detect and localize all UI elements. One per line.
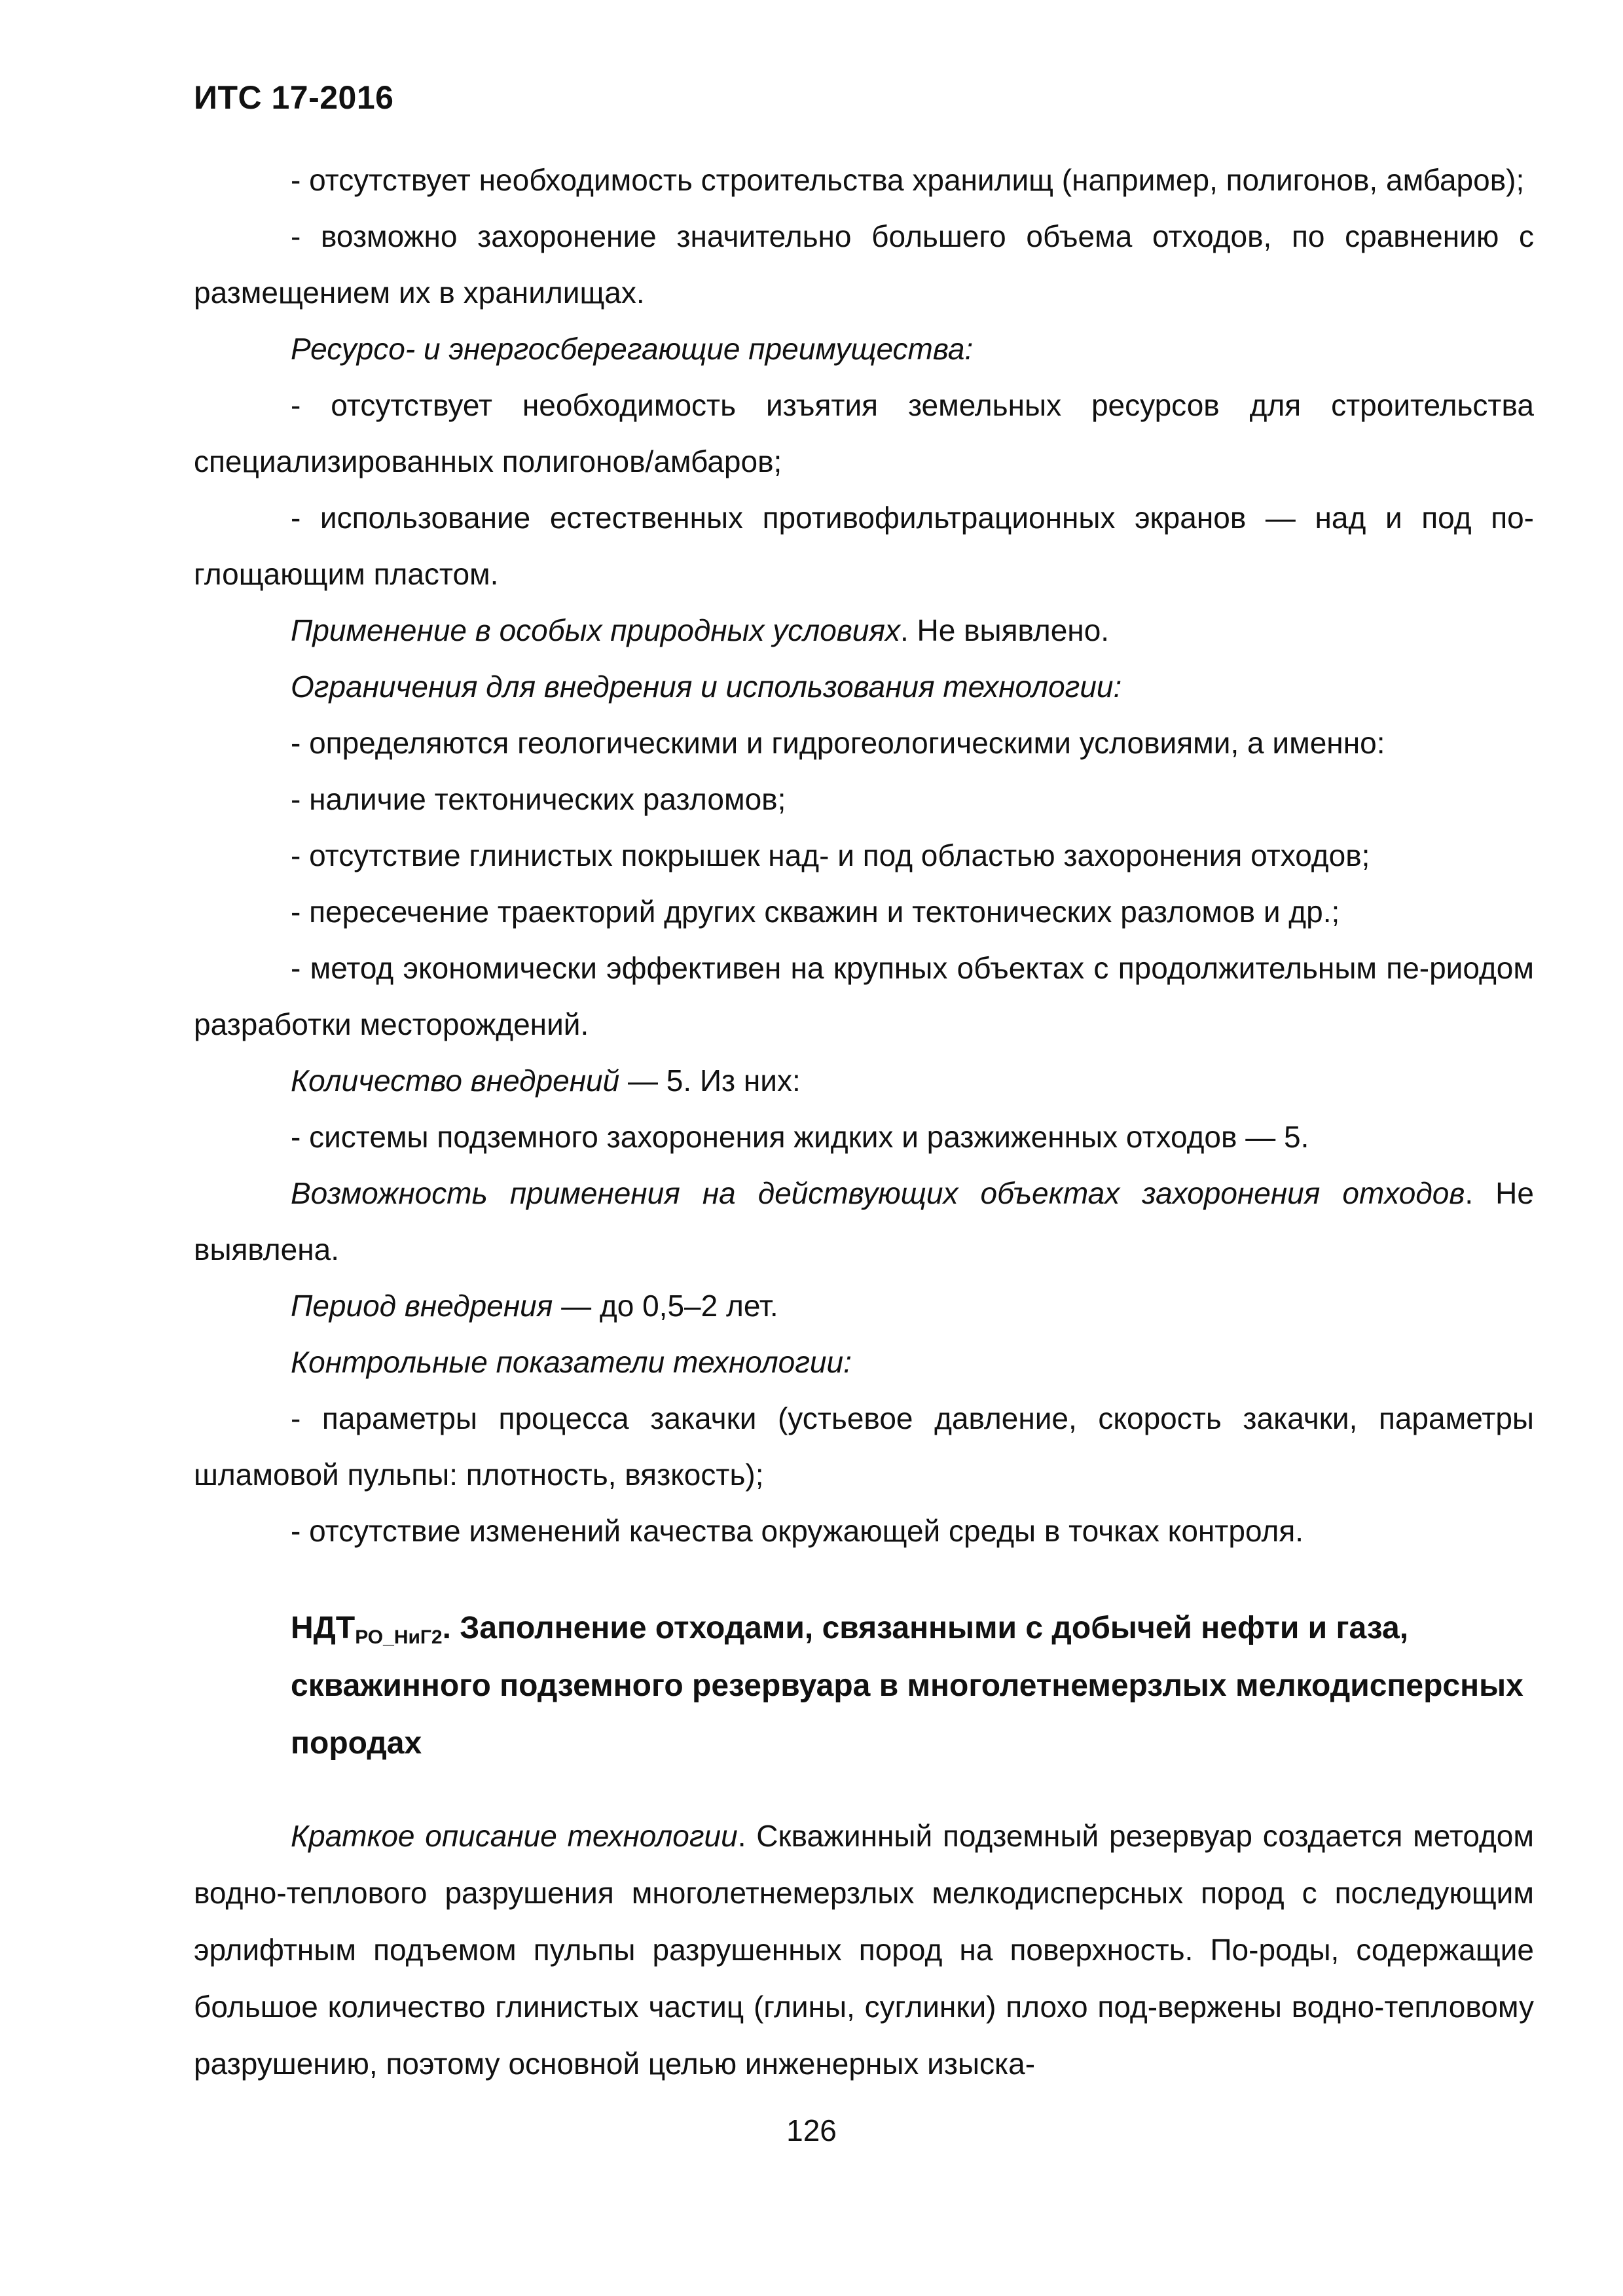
paragraph-11 [194, 884, 1534, 940]
paragraph-16 [194, 1278, 1534, 1334]
paragraph-italic: Количество внедрений [291, 1064, 620, 1098]
description-text: . Скважинный подземный резервуар создается методом водно-теплового разрушения многолетнемерзлых мелкодисперсных пород с последующим эрлифтным подъемом пульпы разрушенных пород на поверхность. По-роды, содержащие большое количество глинистых частиц (глины, суглинки) плохо под-вержены водно-тепловому разрушению, поэтому основной целью инженерных изыска- [194, 1819, 1534, 2081]
section-heading [291, 1600, 1534, 1772]
page-number: 126 [786, 2113, 837, 2147]
paragraph-italic: Ограничения для внедрения и использования технологии: [291, 670, 1122, 704]
heading-title: . Заполнение отходами, связанными с добычей нефти и газа, скважинного подземного резервуара в многолетнемерзлых мелкодисперсных породах [291, 1611, 1523, 1761]
paragraph-text: . Не выявлена. [194, 1176, 1534, 1266]
paragraph-13 [194, 1052, 1534, 1109]
paragraph-text: - возможно захоронение значительно большего объема отходов, по сравнению с размещением их в хранилищах. [194, 219, 1534, 310]
paragraph-text: - использование естественных противофильтрационных экранов — над и под по-глощающим пластом. [194, 501, 1534, 591]
paragraph-text: - отсутствует необходимость строительства хранилищ (например, полигонов, амбаров); [291, 163, 1525, 197]
document-header: ИТС 17-2016 [194, 79, 394, 116]
paragraph-7 [194, 658, 1534, 715]
paragraph-italic: Период внедрения [291, 1289, 553, 1323]
heading-subscript: РО_НиГ2 [355, 1626, 443, 1648]
paragraph-6 [194, 602, 1534, 658]
paragraph-10 [194, 827, 1534, 884]
paragraph-text: - параметры процесса закачки (устьевое давление, скорость закачки, параметры шламовой пульпы: плотность, вязкость); [194, 1401, 1534, 1492]
paragraph-17 [194, 1334, 1534, 1390]
paragraph-italic: Контрольные показатели технологии: [291, 1345, 852, 1379]
paragraph-1 [194, 152, 1534, 208]
technology-description-block [194, 1808, 1534, 2092]
paragraph-14 [194, 1109, 1534, 1165]
paragraph-text: - отсутствие глинистых покрышек над- и под областью захоронения отходов; [291, 838, 1370, 872]
paragraph-18 [194, 1390, 1534, 1503]
heading-prefix: НДТ [291, 1611, 356, 1645]
paragraph-italic: Применение в особых природных условиях [291, 613, 900, 647]
paragraph-text: - пересечение траекторий других скважин и тектонических разломов и др.; [291, 895, 1340, 929]
paragraph-text: . Не выявлено. [900, 613, 1110, 647]
paragraph-text: - наличие тектонических разломов; [291, 782, 786, 816]
paragraph-3 [194, 321, 1534, 377]
paragraph-text: - метод экономически эффективен на крупных объектах с продолжительным пе-риодом разработки месторождений. [194, 951, 1534, 1041]
page-content [194, 152, 1534, 2092]
paragraph-4 [194, 377, 1534, 490]
paragraph-15 [194, 1165, 1534, 1278]
paragraph-8 [194, 715, 1534, 771]
paragraph-12 [194, 940, 1534, 1052]
paragraph-5 [194, 490, 1534, 602]
technology-description [194, 1808, 1534, 2092]
paragraph-text: - отсутствие изменений качества окружающей среды в точках контроля. [291, 1514, 1304, 1548]
paragraph-text: — до 0,5–2 лет. [553, 1289, 778, 1323]
paragraph-text: - определяются геологическими и гидрогеологическими условиями, а именно: [291, 726, 1385, 760]
paragraph-italic: Ресурсо- и энергосберегающие преимущества: [291, 332, 974, 366]
paragraph-italic: Возможность применения на действующих объектах захоронения отходов [291, 1176, 1465, 1210]
paragraph-9 [194, 771, 1534, 827]
paragraph-2 [194, 208, 1534, 321]
paragraph-19 [194, 1503, 1534, 1559]
paragraph-text: - отсутствует необходимость изъятия земельных ресурсов для строительства специализированных полигонов/амбаров; [194, 388, 1534, 478]
description-italic: Краткое описание технологии [291, 1819, 738, 1853]
paragraph-text: - системы подземного захоронения жидких и разжиженных отходов — 5. [291, 1120, 1309, 1154]
paragraph-text: — 5. Из них: [619, 1064, 801, 1098]
